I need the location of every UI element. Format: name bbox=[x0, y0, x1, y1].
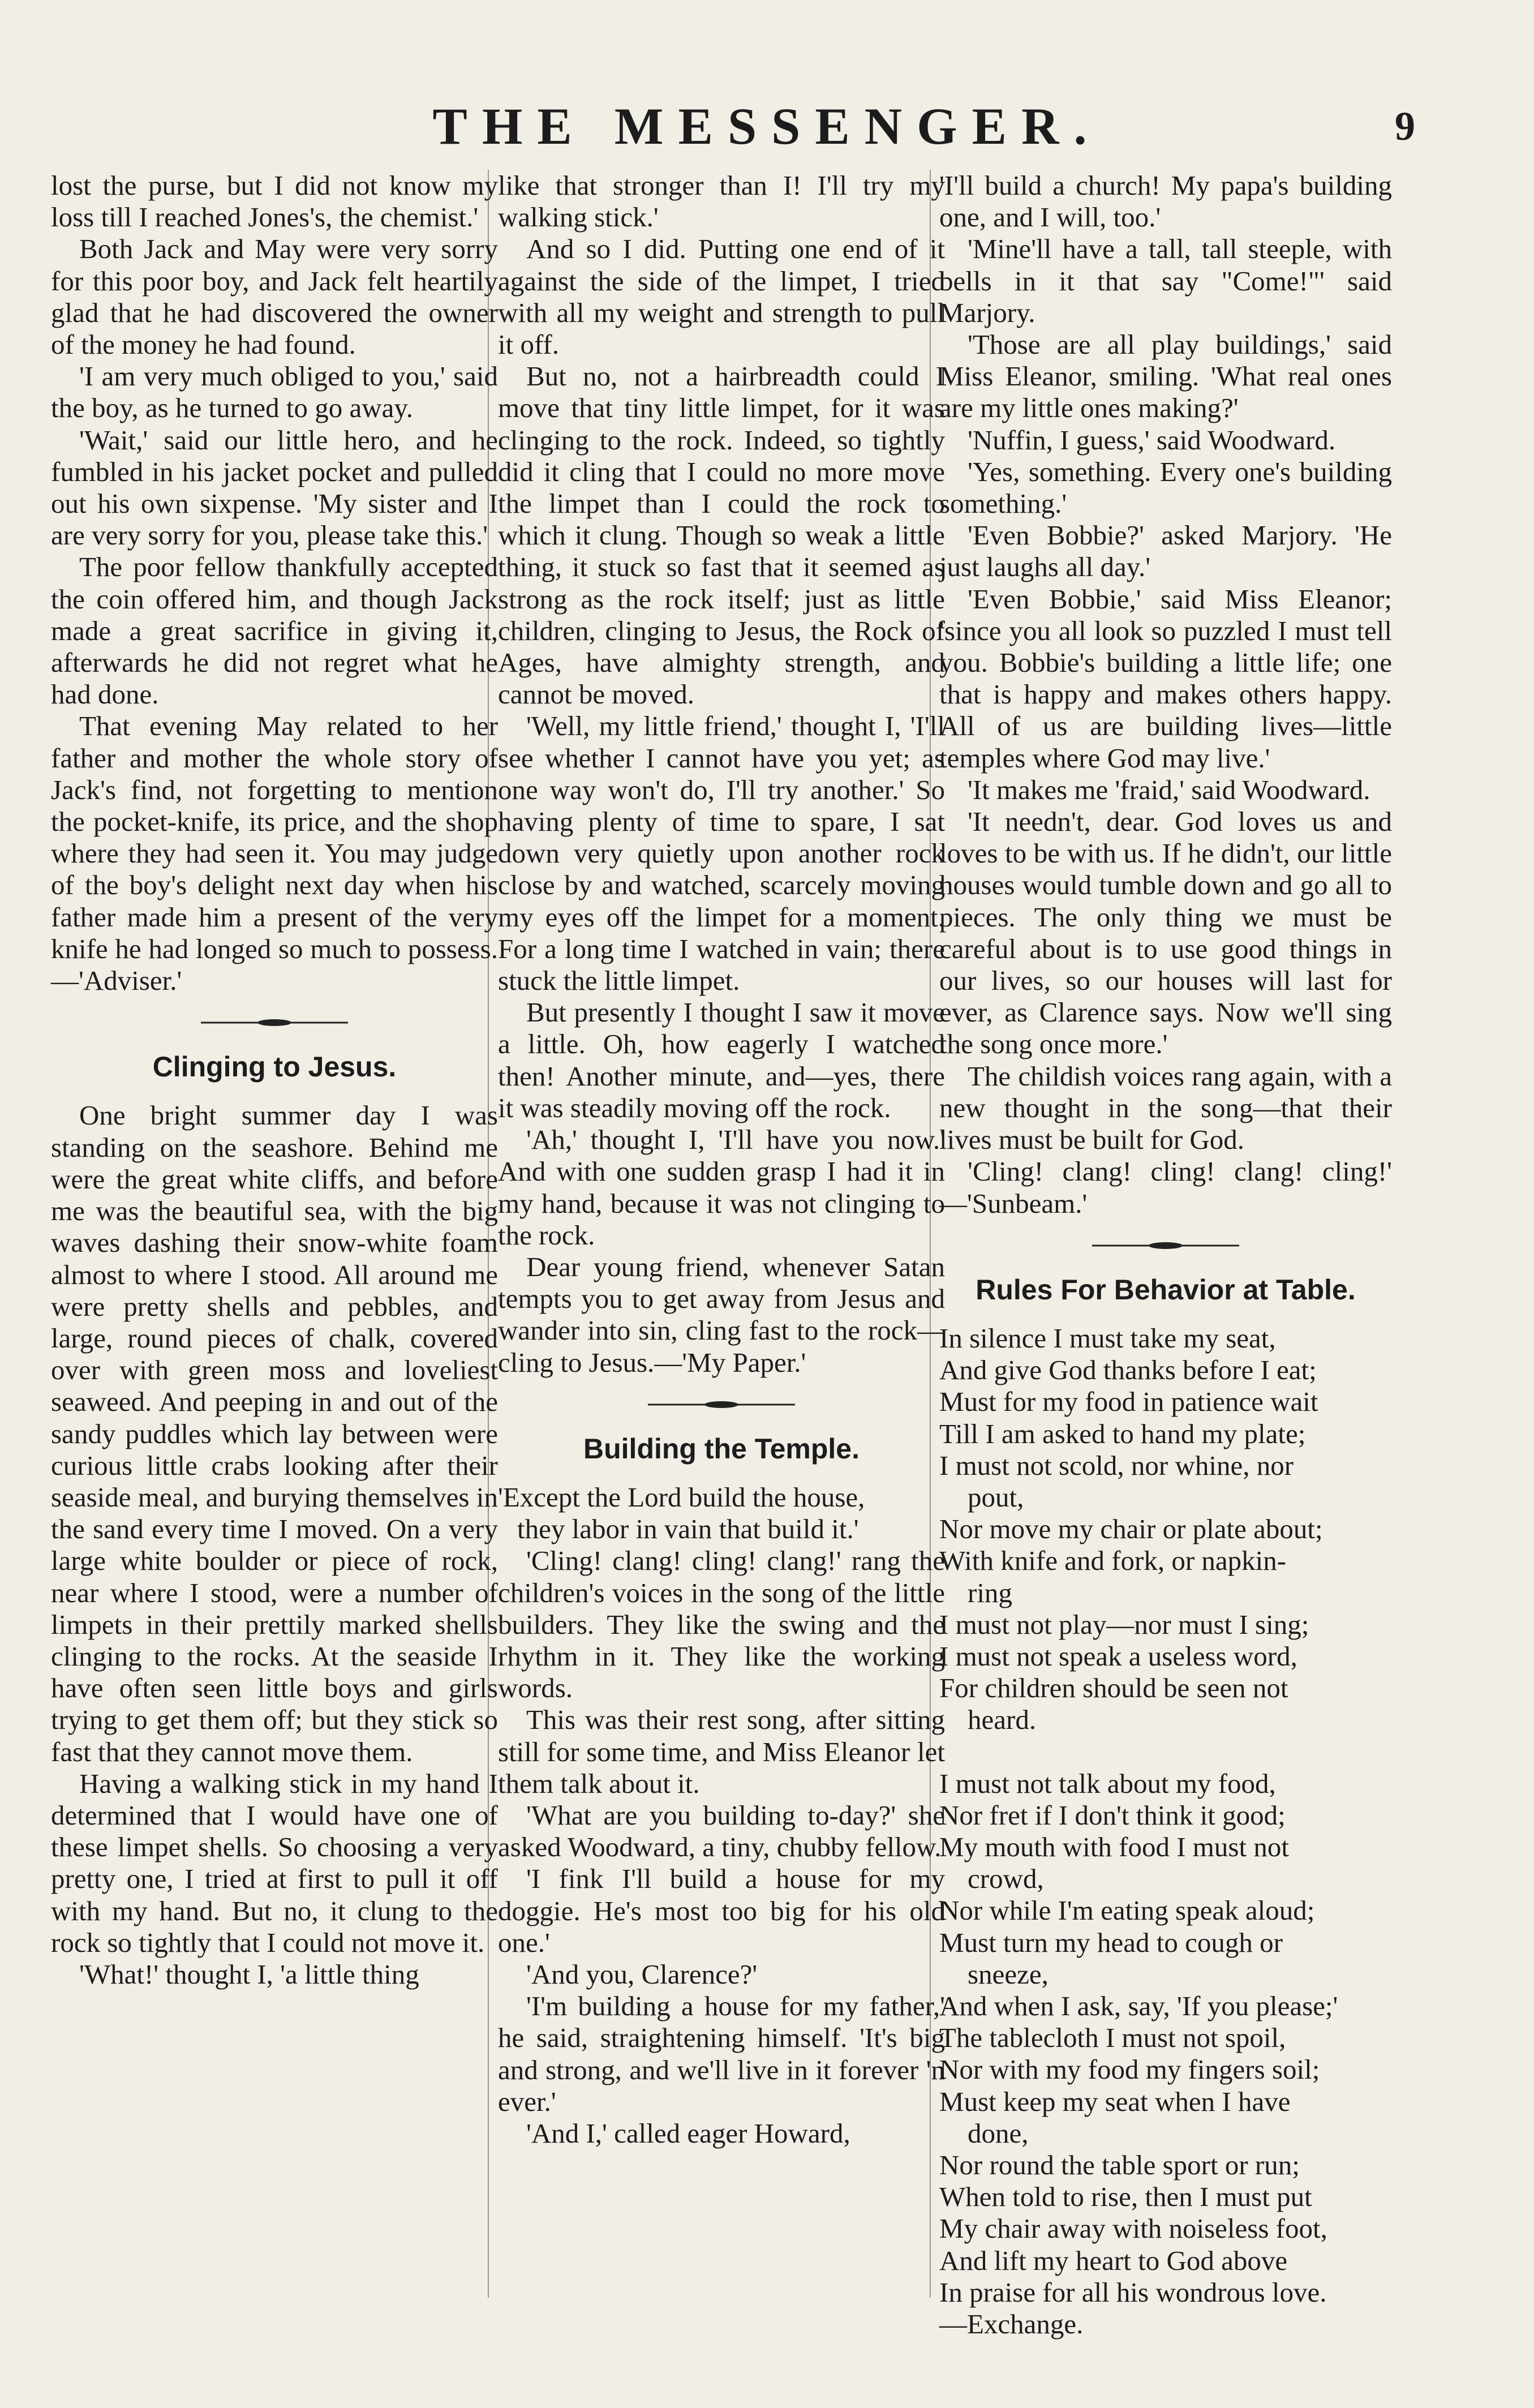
paragraph: 'Those are all play buildings,' said Miss Eleanor, smiling. 'What real ones are my little ones making?' bbox=[939, 329, 1392, 424]
poem-stanza bbox=[939, 1768, 1392, 2341]
poem-line: With knife and fork, or napkin- bbox=[939, 1545, 1287, 1577]
poem-line: Nor round the table sport or run; bbox=[939, 2149, 1300, 2180]
paragraph: 'It needn't, dear. God loves us and loves to be with us. If he didn't, our little houses would tumble down and go all to pieces. The only thing we must be careful about is to use good things in our lives, so our houses will last for ever, as Clarence says. Now we'll sing the song once more.' bbox=[939, 806, 1392, 1060]
section-divider bbox=[1092, 1240, 1239, 1251]
paragraph: 'Ah,' thought I, 'I'll have you now.' And with one sudden grasp I had it in my hand, because it was not clinging to the rock. bbox=[498, 1124, 945, 1251]
poem-line: And give God thanks before I eat; bbox=[939, 1354, 1317, 1386]
paragraph: This was their rest song, after sitting still for some time, and Miss Eleanor let them talk about it. bbox=[498, 1704, 945, 1799]
paragraph: But presently I thought I saw it move a little. Oh, how eagerly I watched then! Another minute, and—yes, there it was steadily moving off the rock. bbox=[498, 997, 945, 1123]
paragraph: 'What are you building to-day?' she asked Woodward, a tiny, chubby fellow. bbox=[498, 1799, 945, 1863]
poem-line: And lift my heart to God above bbox=[939, 2244, 1288, 2276]
article-heading: Building the Temple. bbox=[583, 1432, 860, 1465]
paragraph: But no, not a hairbreadth could I move that tiny little limpet, for it was clinging to the rock. Indeed, so tightly did it cling that I could no more move the limpet than I could the rock to which it clung. Though so weak a little thing, it stuck so fast that it seemed as strong as the rock itself; just as little children, clinging to Jesus, the Rock of Ages, have almighty strength, and cannot be moved. bbox=[498, 360, 945, 710]
poem-line: I must not play—nor must I sing; bbox=[939, 1608, 1309, 1640]
paragraph: The childish voices rang again, with a new thought in the song—that their lives must be built for God. bbox=[939, 1060, 1392, 1156]
epigraph-line: they labor in vain that build it.' bbox=[517, 1513, 859, 1545]
masthead-title: THE MESSENGER. bbox=[432, 97, 1102, 155]
poem-source: —Exchange. bbox=[939, 2308, 1084, 2340]
paragraph: 'Yes, something. Every one's building something.' bbox=[939, 456, 1392, 520]
poem-line: I must not scold, nor whine, nor bbox=[939, 1449, 1294, 1481]
poem-line: I must not speak a useless word, bbox=[939, 1640, 1297, 1672]
paragraph: Dear young friend, whenever Satan tempts you to get away from Jesus and wander into sin, cling fast to the rock—cling to Jesus.—'My Paper.' bbox=[498, 1251, 945, 1378]
poem-line: When told to rise, then I must put bbox=[939, 2181, 1312, 2213]
poem-line: pout, bbox=[968, 1481, 1024, 1513]
paragraph: 'Nuffin, I guess,' said Woodward. bbox=[968, 424, 1336, 456]
section-divider bbox=[201, 1017, 348, 1028]
poem-line: In silence I must take my seat, bbox=[939, 1322, 1276, 1354]
poem-line: heard. bbox=[968, 1704, 1037, 1736]
paragraph: 'Mine'll have a tall, tall steeple, with bells in it that say "Come!"' said Marjory. bbox=[939, 233, 1392, 328]
stanza-gap bbox=[939, 1736, 1392, 1768]
paragraph: 'Wait,' said our little hero, and he fumbled in his jacket pocket and pulled out his own sixpense. 'My sister and I are very sorry for you, please take this.' bbox=[51, 424, 498, 551]
paragraph: Both Jack and May were very sorry for this poor boy, and Jack felt heartily glad that he had discovered the owner of the money he had found. bbox=[51, 233, 498, 360]
paragraph: 'It makes me 'fraid,' said Woodward. bbox=[968, 774, 1370, 805]
column-3 bbox=[939, 170, 1392, 2340]
poem-line: done, bbox=[968, 2117, 1029, 2149]
paragraph: Having a walking stick in my hand I determined that I would have one of these limpet shells. So choosing a very pretty one, I tried at first to pull it off with my hand. But no, it clung to the rock so tightly that I could not move it. bbox=[51, 1767, 498, 1958]
poem-line: Must keep my seat when I have bbox=[939, 2085, 1291, 2117]
paragraph: 'I fink I'll build a house for my doggie. He's most too big for his old one.' bbox=[498, 1863, 945, 1958]
paragraph: 'Well, my little friend,' thought I, 'I'll see whether I cannot have you yet; as one way won't do, I'll try another.' So having plenty of time to spare, I sat down very quietly upon another rock close by and watched, scarcely moving my eyes off the limpet for a moment. For a long time I watched in vain; there stuck the little limpet. bbox=[498, 710, 945, 997]
column-2 bbox=[498, 170, 945, 2309]
paragraph: 'And you, Clarence?' bbox=[526, 1958, 758, 1990]
poem-line: Nor fret if I don't think it good; bbox=[939, 1799, 1286, 1831]
paragraph: 'Even Bobbie?' asked Marjory. 'He just laughs all day.' bbox=[939, 520, 1392, 583]
paragraph: 'I am very much obliged to you,' said the boy, as he turned to go away. bbox=[51, 360, 498, 424]
article-heading: Rules For Behavior at Table. bbox=[976, 1273, 1356, 1306]
paragraph: 'And I,' called eager Howard, bbox=[526, 2117, 850, 2149]
poem-line: I must not talk about my food, bbox=[939, 1767, 1276, 1799]
poem-line: ring bbox=[968, 1577, 1012, 1608]
paragraph: One bright summer day I was standing on the seashore. Behind me were the great white cliffs, and before me was the beautiful sea, with the big waves dashing their snow-white foam almost to where I stood. All around me were pretty shells and pebbles, and large, round pieces of chalk, covered over with green moss and loveliest seaweed. And peeping in and out of the sandy puddles which lay between were curious little crabs looking after their seaside meal, and burying themselves in the sand every time I moved. On a very large white boulder or piece of rock, near where I stood, were a number of limpets in their prettily marked shells clinging to the rocks. At the seaside I have often seen little boys and girls trying to get them off; but they stick so fast that they cannot move them. bbox=[51, 1100, 498, 1767]
masthead bbox=[0, 85, 1534, 164]
paragraph: like that stronger than I! I'll try my walking stick.' bbox=[498, 170, 945, 233]
poem-line: The tablecloth I must not spoil, bbox=[939, 2022, 1286, 2054]
poem-line: My chair away with noiseless foot, bbox=[939, 2213, 1327, 2244]
article-heading: Clinging to Jesus. bbox=[152, 1051, 397, 1083]
paragraph: 'I'll build a church! My papa's building one, and I will, too.' bbox=[939, 170, 1392, 233]
poem-line: Must for my food in patience wait bbox=[939, 1386, 1318, 1418]
section-divider bbox=[648, 1399, 795, 1410]
paragraph: 'Even Bobbie,' said Miss Eleanor; 'since you all look so puzzled I must tell you. Bobbie's building a little life; one that is happy and makes others happy. All of us are building lives—little temples where God may live.' bbox=[939, 583, 1392, 774]
poem-line: Must turn my head to cough or bbox=[939, 1926, 1283, 1958]
poem-line: Nor move my chair or plate about; bbox=[939, 1513, 1323, 1545]
poem-line: For children should be seen not bbox=[939, 1672, 1288, 1704]
paragraph: That evening May related to her father and mother the whole story of Jack's find, not forgetting to mention the pocket-knife, its price, and the shop where they had seen it. You may judge of the boy's delight next day when his father made him a present of the very knife he had longed so much to possess.—'Adviser.' bbox=[51, 710, 498, 997]
paragraph: 'I'm building a house for my father,' he said, straightening himself. 'It's big and strong, and we'll live in it forever 'n ever.' bbox=[498, 1990, 945, 2117]
paragraph: The poor fellow thankfully accepted the coin offered him, and though Jack made a great sacrifice in giving it, afterwards he did not regret what he had done. bbox=[51, 551, 498, 710]
epigraph bbox=[498, 1482, 945, 1545]
paragraph: 'What!' thought I, 'a little thing bbox=[79, 1958, 419, 1990]
poem-line: sneeze, bbox=[968, 1958, 1049, 1990]
poem-line: crowd, bbox=[968, 1863, 1044, 1895]
poem-line: And when I ask, say, 'If you please;' bbox=[939, 1990, 1338, 2021]
paragraph: lost the purse, but I did not know my loss till I reached Jones's, the chemist.' bbox=[51, 170, 498, 233]
paragraph: 'Cling! clang! cling! clang! cling!' —'Sunbeam.' bbox=[939, 1156, 1392, 1219]
column-1 bbox=[51, 170, 498, 2309]
paragraph: And so I did. Putting one end of it against the side of the limpet, I tried with all my weight and strength to pull it off. bbox=[498, 233, 945, 360]
poem-line: Nor while I'm eating speak aloud; bbox=[939, 1895, 1315, 1926]
poem-line: My mouth with food I must not bbox=[939, 1831, 1289, 1862]
poem-line: Nor with my food my fingers soil; bbox=[939, 2054, 1320, 2085]
page-number: 9 bbox=[1395, 104, 1415, 149]
paragraph: 'Cling! clang! cling! clang!' rang the children's voices in the song of the little builders. They like the swing and the rhythm in it. They like the working words. bbox=[498, 1545, 945, 1704]
epigraph-line: 'Except the Lord build the house, bbox=[498, 1481, 865, 1513]
poem-line: In praise for all his wondrous love. bbox=[939, 2276, 1327, 2308]
poem-stanza bbox=[939, 1323, 1392, 1736]
poem-line: Till I am asked to hand my plate; bbox=[939, 1418, 1306, 1449]
